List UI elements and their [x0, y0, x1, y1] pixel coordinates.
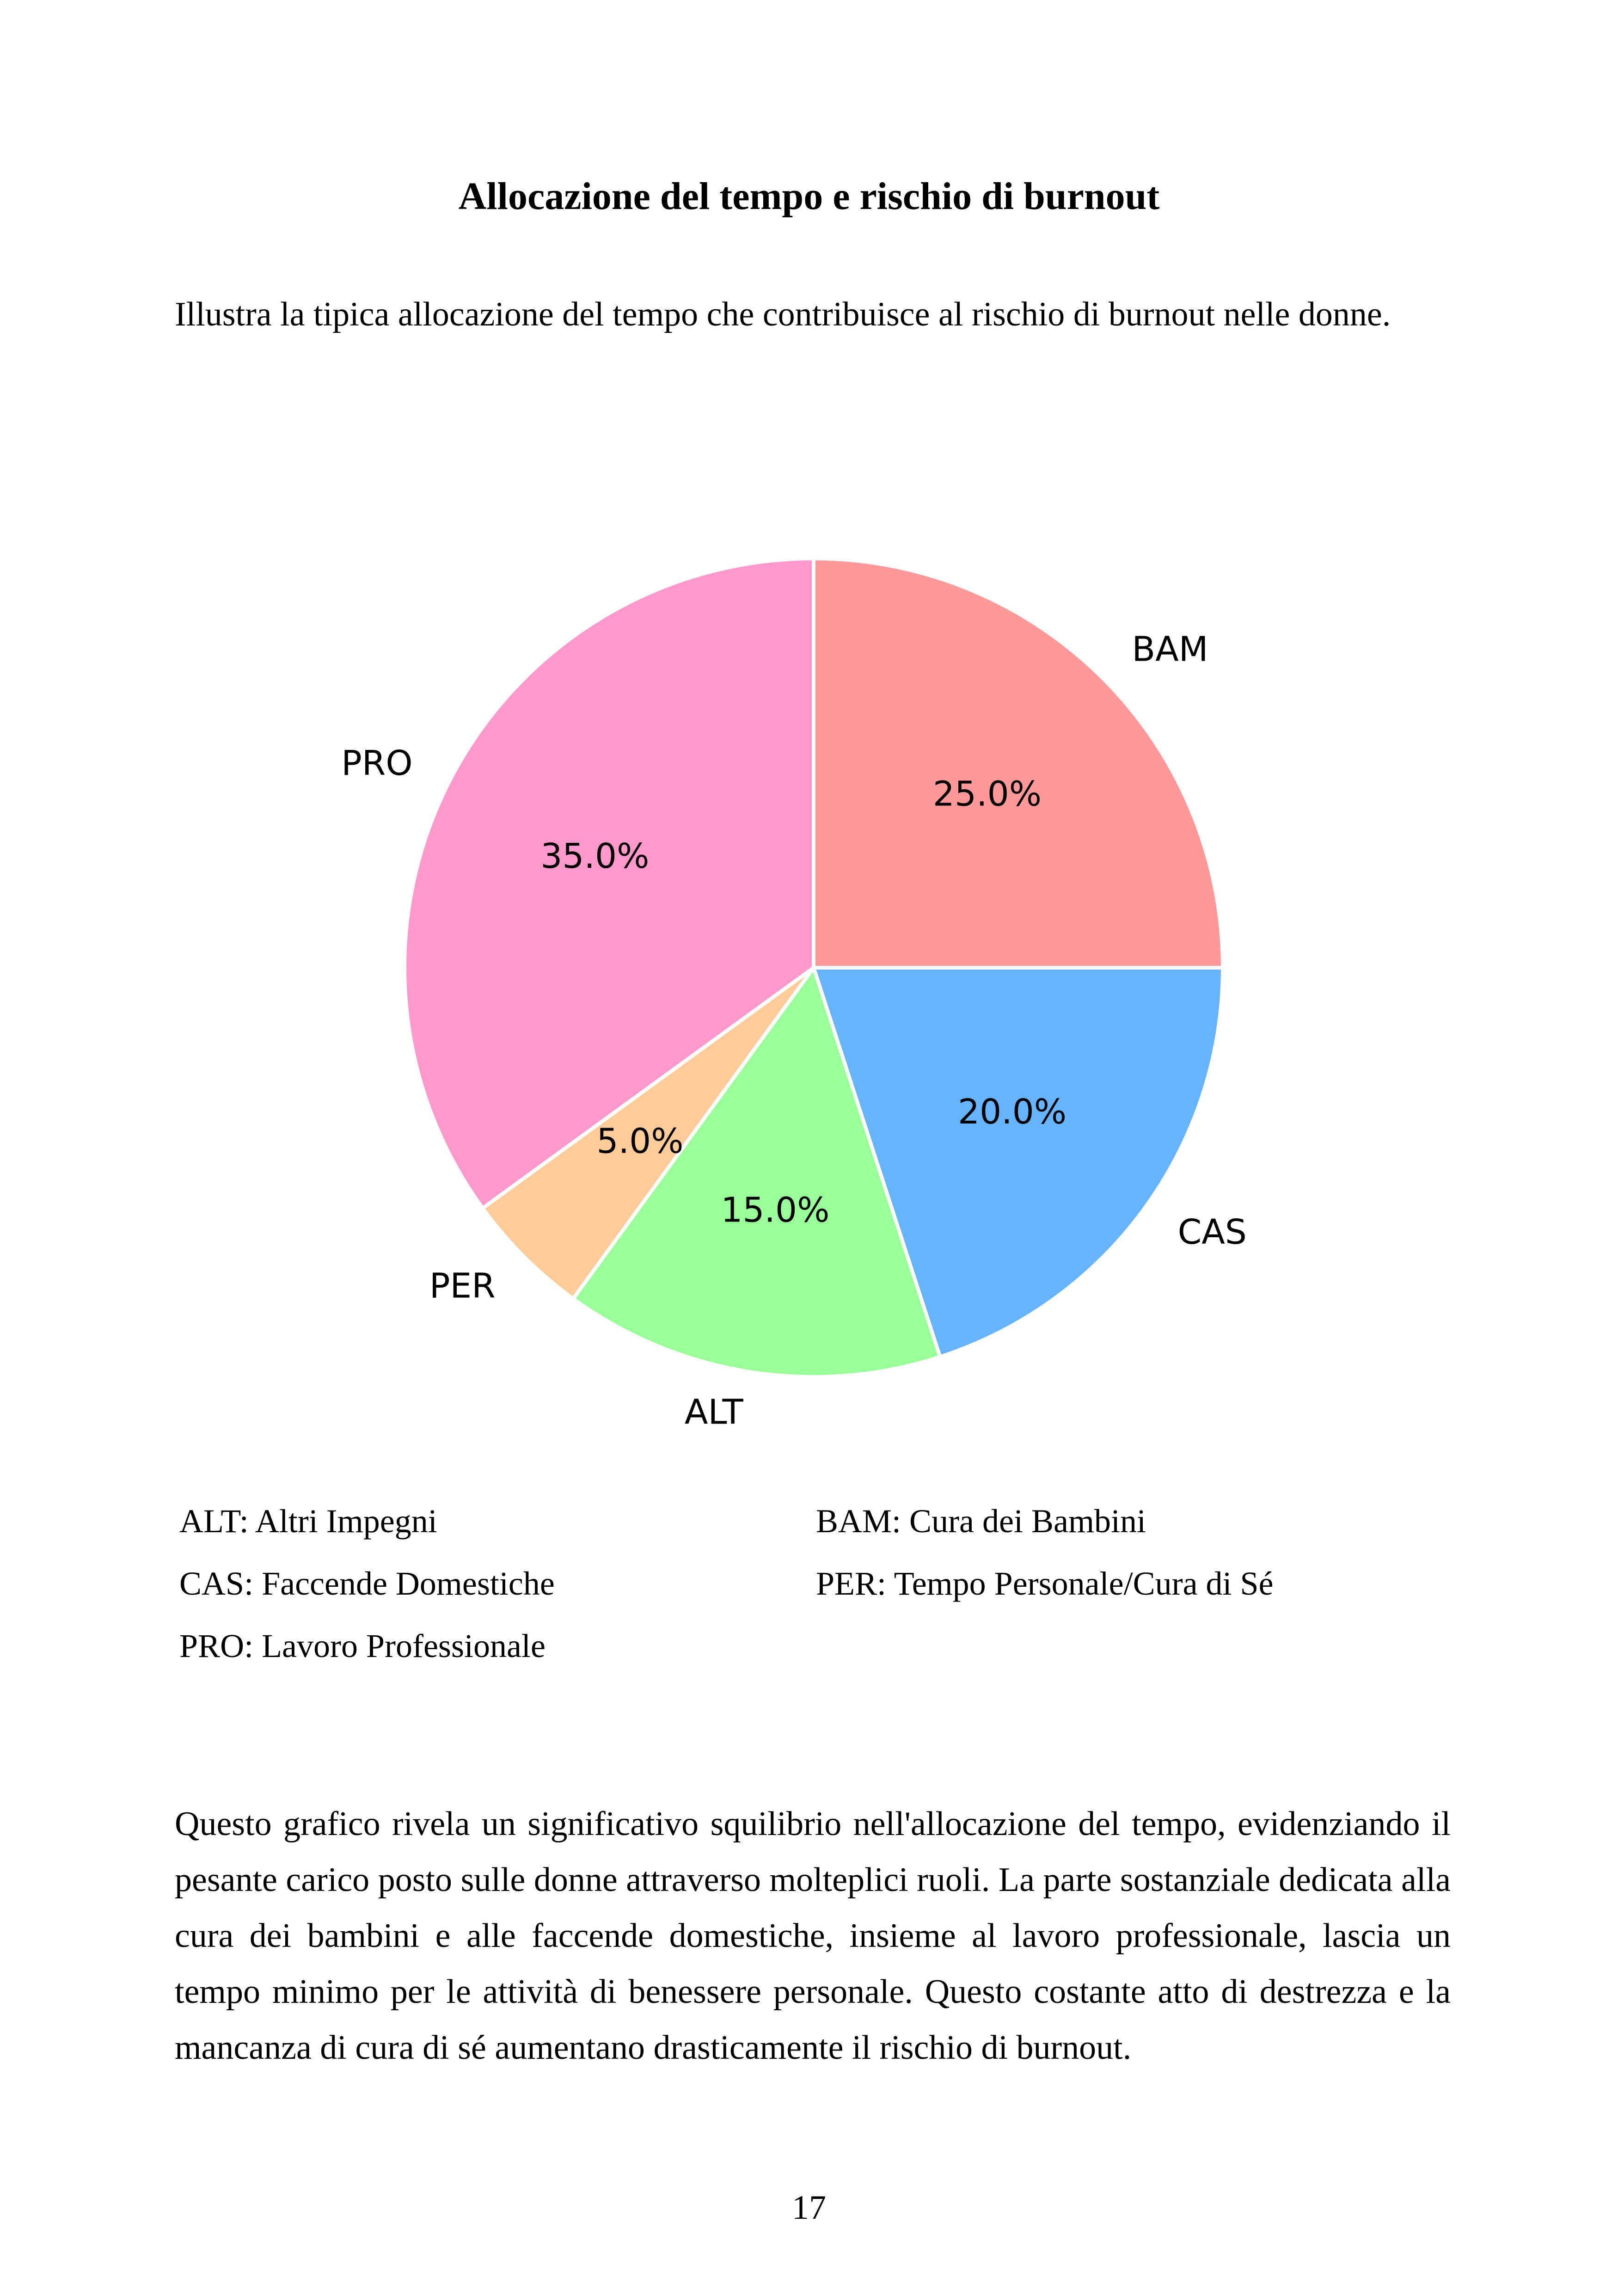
pie-pct-label-alt: 15.0% [721, 1190, 830, 1230]
legend-item-per: PER: Tempo Personale/Cura di Sé [816, 1565, 1274, 1602]
legend-item-pro: PRO: Lavoro Professionale [179, 1627, 545, 1664]
page-title: Allocazione del tempo e rischio di burnout [458, 175, 1160, 218]
legend-item-alt: ALT: Altri Impegni [179, 1503, 437, 1540]
pie-pct-label-bam: 25.0% [932, 774, 1042, 814]
pie-pct-label-per: 5.0% [596, 1121, 684, 1161]
body-paragraph: Questo grafico rivela un significativo squilibrio nell'allocazione del tempo, evidenziando il pesante carico posto sulle donne attraverso molteplici ruoli. La parte sostanziale dedicata alla cura dei bambini e alle faccende domestiche, insieme al lavoro professionale, lascia un tempo minimo per le attività di benessere personale. Questo costante atto di destrezza e la mancanza di cura di sé aumentano drasticamente il rischio di burnout. [175, 1805, 1451, 2067]
pie-category-label-cas: CAS [1177, 1212, 1247, 1252]
page-number: 17 [792, 2189, 826, 2227]
pie-slices [404, 559, 1223, 1377]
pie-category-label-per: PER [429, 1266, 496, 1306]
pie-category-label-bam: BAM [1132, 629, 1208, 669]
pie-pct-label-cas: 20.0% [958, 1092, 1067, 1132]
pie-category-label-alt: ALT [684, 1392, 743, 1432]
legend-item-bam: BAM: Cura dei Bambini [816, 1503, 1146, 1540]
pie-pct-label-pro: 35.0% [540, 836, 650, 876]
legend-item-cas: CAS: Faccende Domestiche [179, 1565, 555, 1602]
pie-category-label-pro: PRO [341, 743, 413, 784]
intro-text: Illustra la tipica allocazione del tempo che contribuisce al rischio di burnout nelle donne. [175, 295, 1391, 333]
pie-slice-bam [814, 559, 1223, 968]
